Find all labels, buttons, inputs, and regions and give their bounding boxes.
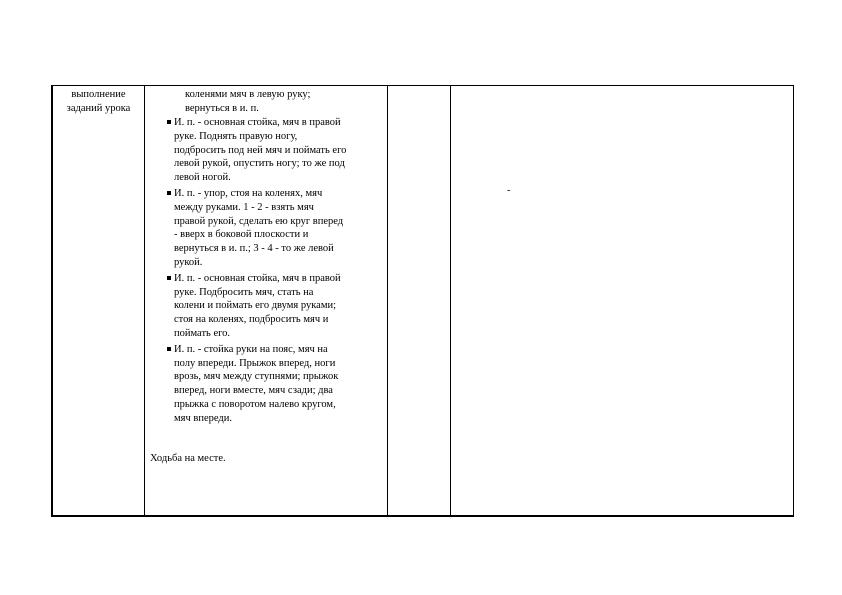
text-line: И. п. - основная стойка, мяч в правой (174, 272, 341, 284)
text-line: левой ногой. (174, 172, 231, 184)
continuation-text (185, 88, 310, 116)
square-bullet-icon (167, 276, 171, 280)
notes-cell (451, 86, 793, 515)
exercise-item (145, 116, 387, 185)
walk-text: Ходьба на месте. (150, 453, 226, 464)
text-line: стоя на коленях, подбросить мяч и (174, 314, 329, 326)
stage-line: заданий урока (66, 102, 131, 114)
text-line: правой рукой, сделать ею круг вперед (174, 215, 344, 227)
square-bullet-icon (167, 347, 171, 351)
exercise-item (145, 343, 387, 426)
text-line: полу впереди. Прыжок вперед, ноги (174, 357, 336, 369)
square-bullet-icon (167, 191, 171, 195)
text-line: врозь, мяч между ступнями; прыжок (174, 371, 339, 383)
text-line: руке. Поднять правую ногу, (174, 130, 298, 142)
exercise-item (145, 187, 387, 270)
stage-line: выполнение (71, 89, 126, 100)
exercise-list (145, 116, 387, 428)
notes-mark: - (507, 185, 511, 196)
text-line: вперед, ноги вместе, мяч сзади; два (174, 385, 333, 397)
content-cell (145, 86, 388, 515)
dosage-cell (388, 86, 451, 515)
stage-text (53, 86, 144, 115)
text-line: мяч впереди. (174, 412, 232, 424)
text-line: И. п. - стойка руки на пояс, мяч на (174, 343, 328, 355)
text-line: вернуться в и. п. (185, 102, 259, 114)
lesson-table (51, 85, 794, 517)
text-line: между руками. 1 - 2 - взять мяч (174, 201, 314, 213)
text-line: коленями мяч в левую руку; (185, 89, 311, 100)
text-line: руке. Подбросить мяч, стать на (174, 286, 314, 298)
text-line: поймать его. (174, 327, 231, 339)
text-line: рукой. (174, 256, 203, 268)
text-line: И. п. - упор, стоя на коленях, мяч (174, 187, 323, 199)
text-line: И. п. - основная стойка, мяч в правой (174, 117, 341, 128)
text-line: прыжка с поворотом налево кругом, (174, 398, 336, 410)
text-line: вернуться в и. п.; 3 - 4 - то же левой (174, 243, 334, 255)
square-bullet-icon (167, 120, 171, 124)
stage-cell (53, 86, 145, 515)
text-line: левой рукой, опустить ногу; то же под (174, 158, 345, 170)
text-line: колени и поймать его двумя руками; (174, 300, 337, 312)
exercise-item (145, 272, 387, 341)
text-line: - вверх в боковой плоскости и (174, 229, 309, 241)
content-body (145, 86, 387, 515)
text-line: подбросить под ней мяч и поймать его (174, 144, 347, 156)
